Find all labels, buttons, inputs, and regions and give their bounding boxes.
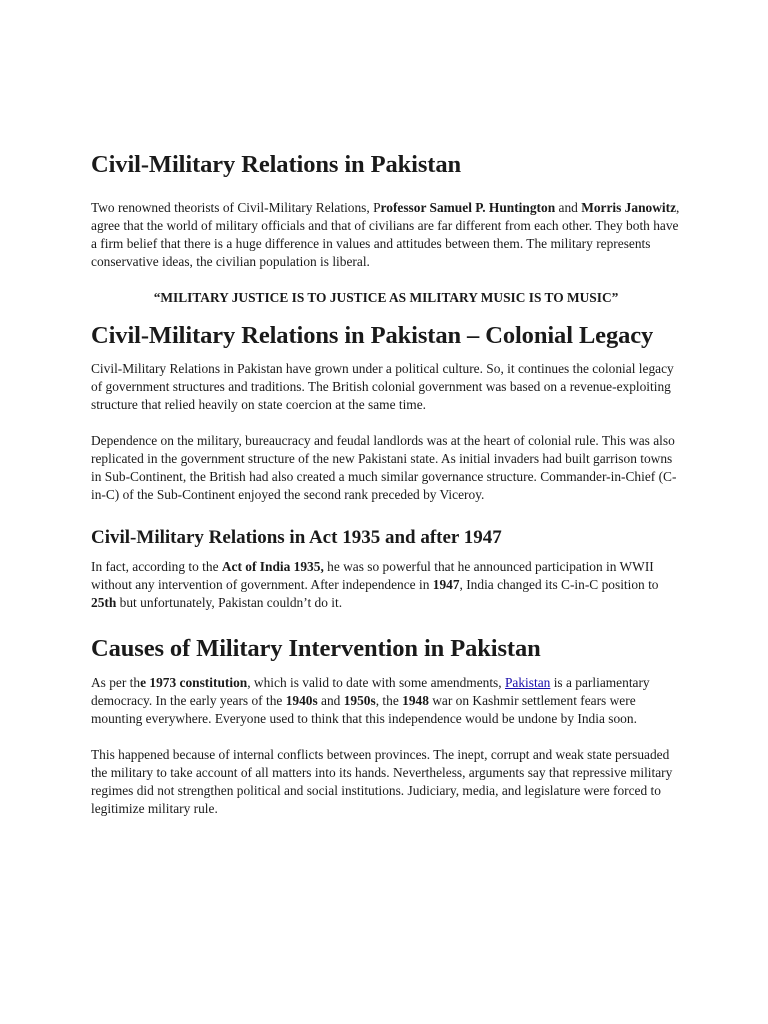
intro-text-2: and	[555, 200, 582, 215]
colonial-paragraph-1: Civil-Military Relations in Pakistan have grown under a political culture. So, it continues the colonial legacy of government structures and traditions. The British colonial government was based on a revenue-exploiting structure that relied heavily on state coercion at the same time.	[91, 361, 674, 412]
causes-text-2: , which is valid to date with some amendments,	[247, 675, 505, 690]
act-text-3: , India changed its C-in-C position to	[459, 577, 659, 592]
causes-bold-1940s: 1940s	[285, 693, 318, 708]
page-title: Civil-Military Relations in Pakistan	[91, 151, 462, 178]
act-text-4: but unfortunately, Pakistan couldn’t do it.	[116, 595, 343, 610]
article	[91, 150, 681, 818]
section-title-act-1935: Civil-Military Relations in Act 1935 and after 1947	[91, 527, 502, 548]
causes-text-4: and	[317, 693, 344, 708]
pull-quote: “MILITARY JUSTICE IS TO JUSTICE AS MILITARY MUSIC IS TO MUSIC”	[153, 290, 619, 305]
act-bold-1947: 1947	[432, 577, 460, 592]
pakistan-link[interactable]: Pakistan	[504, 675, 551, 690]
causes-text-5: , the	[375, 693, 403, 708]
act-bold-1935: Act of India 1935,	[221, 559, 324, 574]
intro-bold-janowitz: Morris Janowitz	[581, 200, 677, 215]
causes-bold-1973: e 1973 constitution	[140, 675, 248, 690]
act-bold-25th: 25th	[91, 595, 117, 610]
intro-paragraph	[91, 199, 681, 271]
act-text-1: In fact, according to the	[91, 559, 222, 574]
causes-text-1: As per th	[91, 675, 141, 690]
causes-text-6: war on Kashmir settlement fears were mounting everywhere. Everyone used to think that this independence would be undone by India soon.	[91, 693, 637, 726]
causes-paragraph-1	[91, 674, 681, 728]
act-1935-paragraph	[91, 558, 681, 612]
section-title-causes: Causes of Military Intervention in Pakistan	[91, 635, 541, 662]
intro-bold-huntington: rofessor Samuel P. Huntington	[380, 200, 556, 215]
section-title-colonial-legacy: Civil-Military Relations in Pakistan – Colonial Legacy	[91, 322, 654, 349]
causes-paragraph-2: This happened because of internal conflicts between provinces. The inept, corrupt and weak state persuaded the military to take account of all matters into its hands. Nevertheless, arguments say that repressive military regimes did not strengthen political and social institutions. Judiciary, media, and legislature were forced to legitimize military rule.	[91, 747, 673, 816]
causes-text-3: is a parliamentary democracy. In the early years of the	[91, 675, 650, 708]
act-text-2: he was so powerful that he announced participation in WWII without any intervention of government. After independence in	[91, 559, 654, 592]
causes-bold-1948: 1948	[402, 693, 429, 708]
intro-text-1: Two renowned theorists of Civil-Military Relations, P	[91, 200, 381, 215]
intro-text-3: , agree that the world of military officials and that of civilians are far different from each other. They both have a firm belief that there is a huge difference in values and attitudes between them. The military represents conservative ideas, the civilian population is liberal.	[91, 200, 680, 269]
colonial-paragraph-2: Dependence on the military, bureaucracy and feudal landlords was at the heart of colonial rule. This was also replicated in the government structure of the new Pakistani state. As initial invaders had built garrison towns in Sub-Continent, the British had also created a much similar governance structure. Commander-in-Chief (C-in-C) of the Sub-Continent enjoyed the second rank preceded by Viceroy.	[91, 433, 677, 502]
causes-bold-1950s: 1950s	[343, 693, 376, 708]
